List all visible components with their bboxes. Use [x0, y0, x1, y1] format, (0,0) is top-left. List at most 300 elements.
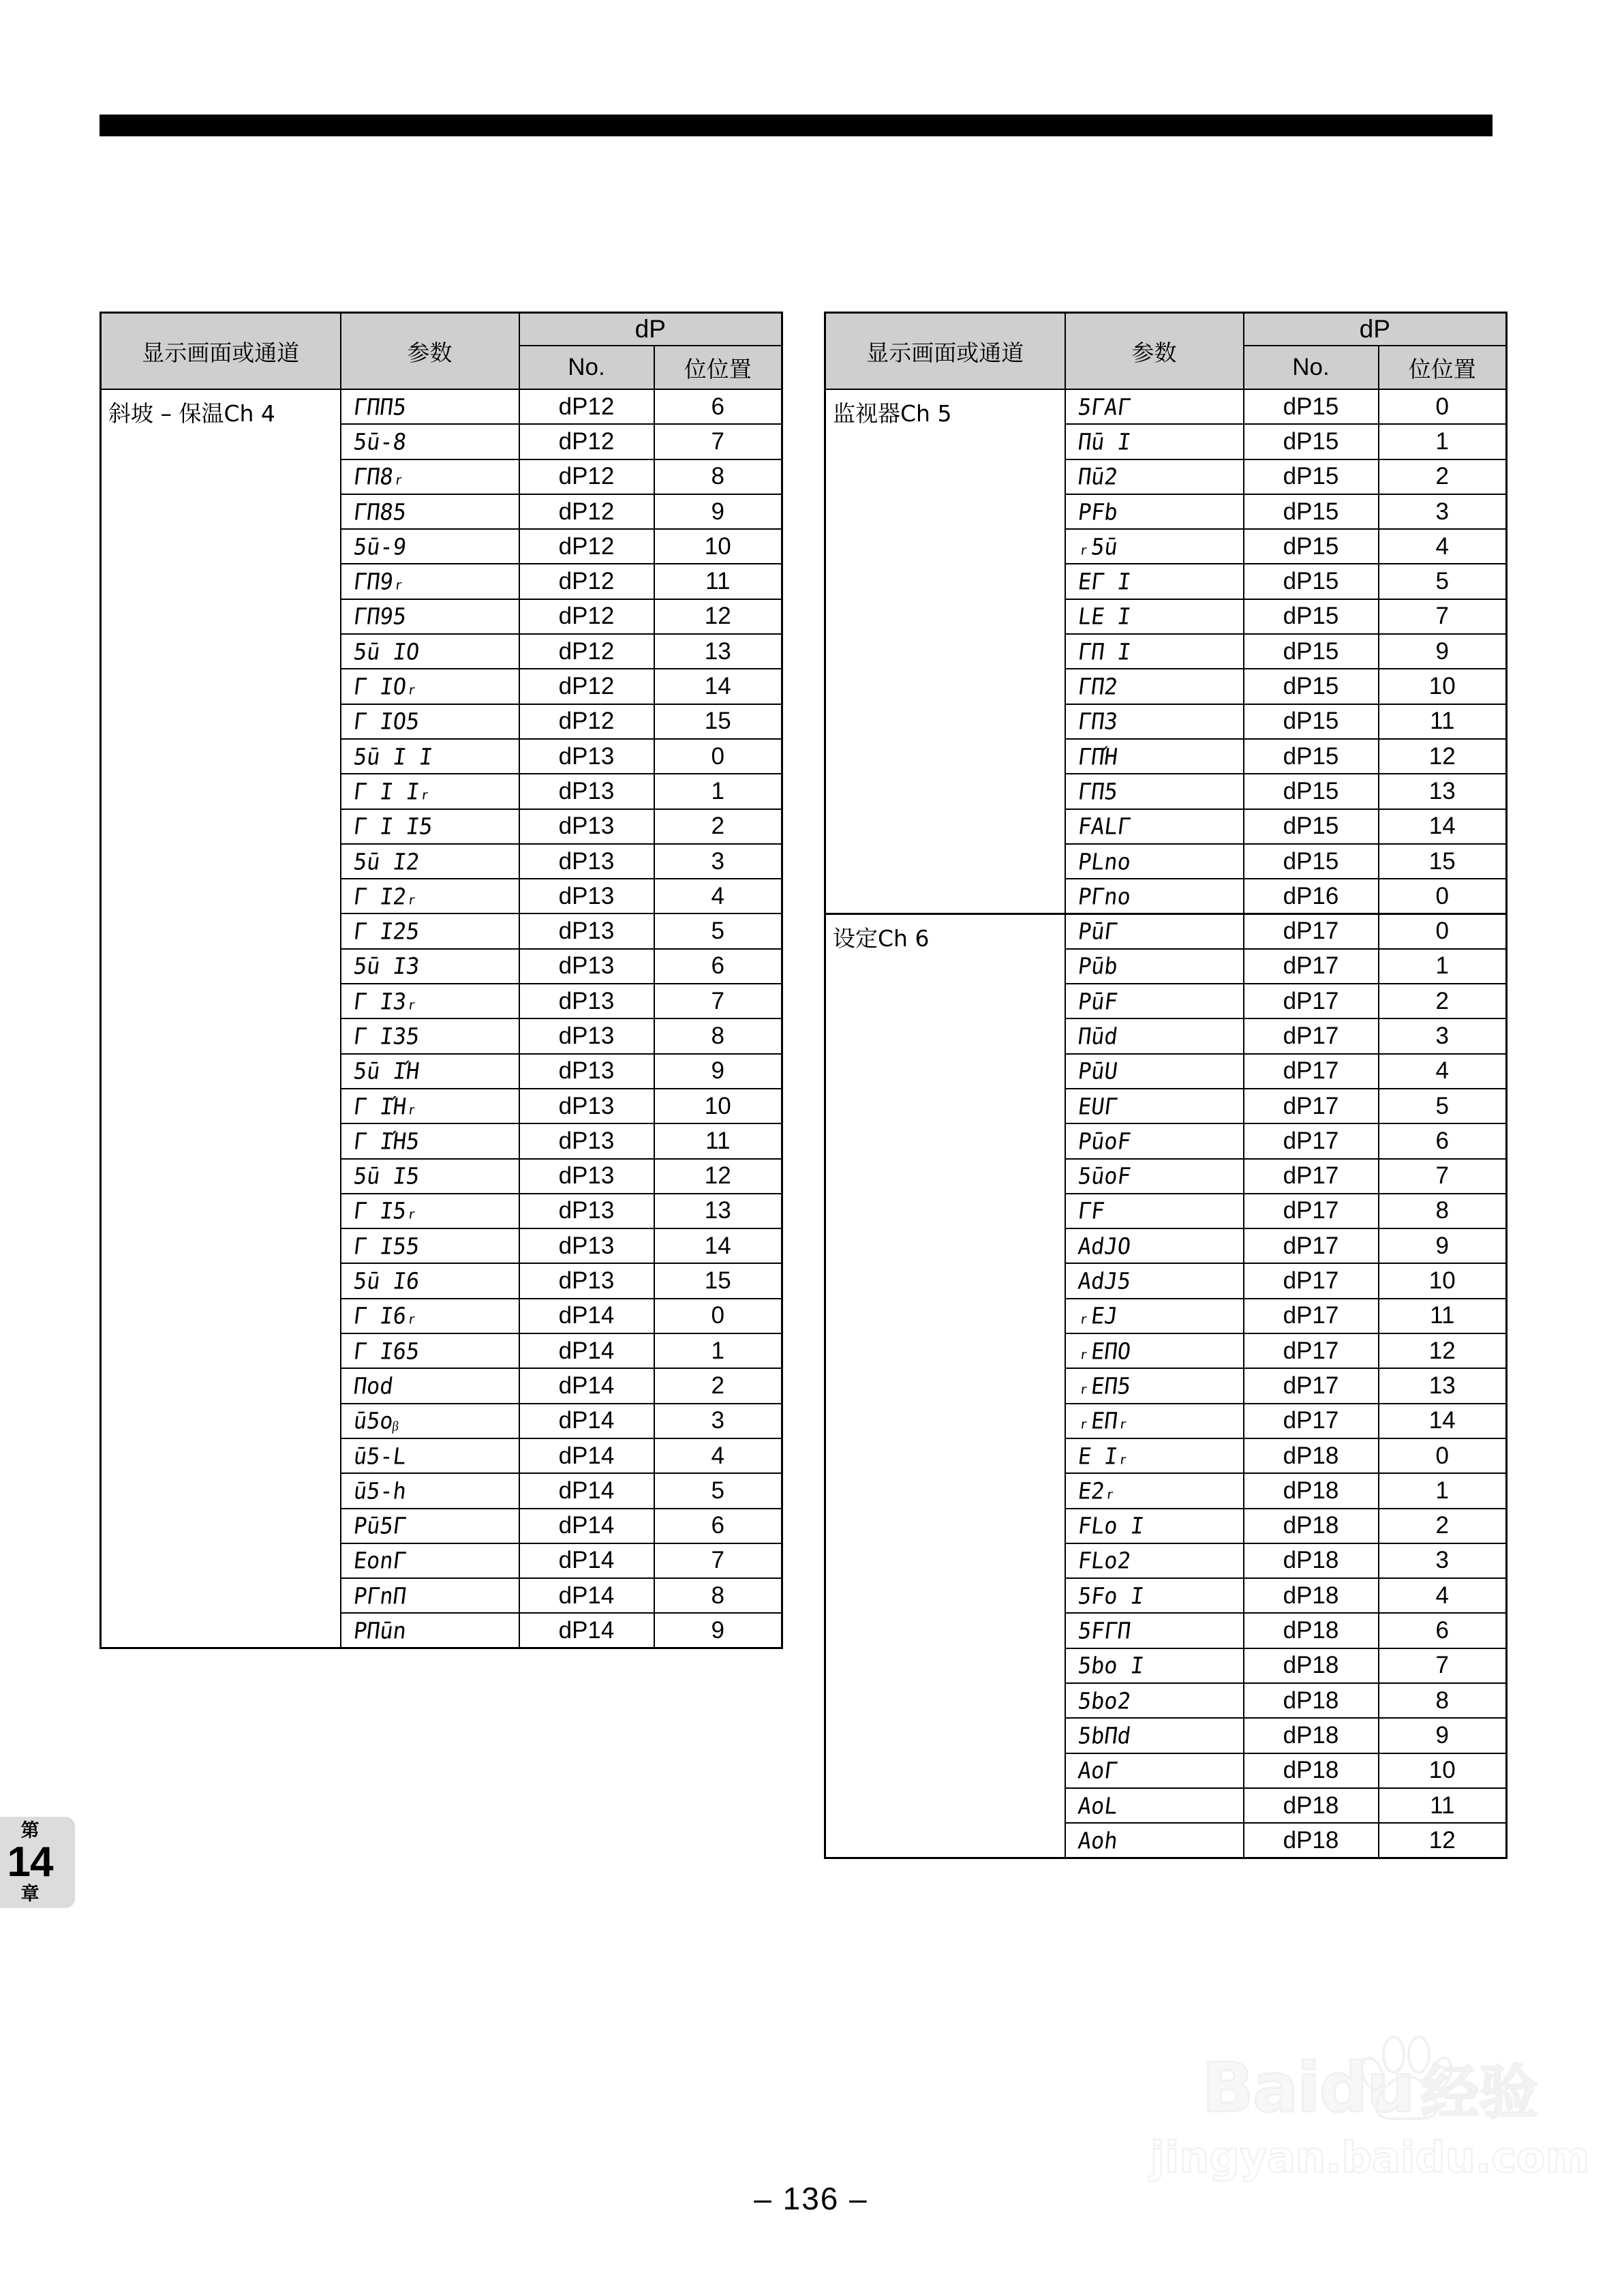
cell-parameter — [341, 1123, 519, 1158]
lcd-parameter-text: 5ū-8 — [352, 428, 408, 455]
cell-parameter — [1065, 1543, 1244, 1578]
cell-bit-position: 15 — [1379, 844, 1507, 879]
lcd-parameter-text: Πod — [352, 1372, 395, 1400]
cell-bit-position: 15 — [654, 1263, 782, 1298]
lcd-parameter-text: PΓno — [1076, 882, 1132, 910]
cell-bit-position: 5 — [654, 913, 782, 948]
cell-bit-position: 6 — [1379, 1123, 1507, 1158]
lcd-parameter-text: Pūb — [1076, 952, 1119, 980]
cell-bit-position: 14 — [1379, 1404, 1507, 1438]
lcd-parameter-text: ΕonΓ — [352, 1547, 408, 1575]
lcd-parameter-text: 5bo Ι — [1076, 1652, 1146, 1680]
cell-bit-position: 3 — [1379, 1543, 1507, 1578]
cell-dp-no: dP17 — [1244, 1228, 1379, 1263]
cell-dp-no: dP14 — [519, 1509, 654, 1543]
lcd-parameter-text: ΕUΓ — [1076, 1092, 1119, 1120]
lcd-parameter-text: ΓΠ5 — [1076, 778, 1119, 805]
cell-parameter — [1065, 1263, 1244, 1298]
cell-parameter — [341, 1054, 519, 1089]
cell-parameter — [341, 1194, 519, 1228]
cell-bit-position: 13 — [1379, 774, 1507, 809]
cell-dp-no: dP18 — [1244, 1438, 1379, 1473]
lcd-parameter-text: ΓF — [1076, 1197, 1106, 1225]
cell-bit-position: 1 — [654, 774, 782, 809]
cell-dp-no: dP15 — [1244, 389, 1379, 424]
header-parameter: 参数 — [341, 313, 519, 390]
cell-bit-position: 7 — [1379, 1159, 1507, 1194]
table-header-left — [101, 313, 782, 390]
lcd-parameter-text: 5ū-9 — [352, 533, 408, 560]
cell-parameter — [341, 459, 519, 494]
cell-bit-position: 9 — [654, 494, 782, 529]
cell-dp-no: dP14 — [519, 1578, 654, 1613]
cell-parameter — [341, 1613, 519, 1648]
header-screen-channel: 显示画面或通道 — [825, 313, 1065, 390]
chapter-tab — [0, 1817, 75, 1908]
lcd-parameter-text: ū5-L — [352, 1442, 408, 1470]
cell-dp-no: dP14 — [519, 1543, 654, 1578]
cell-dp-no: dP18 — [1244, 1823, 1379, 1858]
cell-dp-no: dP18 — [1244, 1753, 1379, 1788]
lcd-parameter-text: ΑoΓ — [1076, 1757, 1119, 1784]
cell-parameter — [1065, 1473, 1244, 1508]
cell-bit-position: 7 — [1379, 599, 1507, 634]
cell-parameter — [341, 984, 519, 1018]
cell-parameter — [1065, 1648, 1244, 1683]
cell-parameter — [1065, 459, 1244, 494]
cell-dp-no: dP17 — [1244, 1333, 1379, 1368]
lcd-parameter-text: 5bΠd — [1076, 1722, 1132, 1749]
cell-dp-no: dP13 — [519, 949, 654, 984]
lcd-parameter-text: 5ū Ι Ι — [352, 742, 434, 770]
cell-dp-no: dP17 — [1244, 984, 1379, 1018]
cell-bit-position: 7 — [654, 984, 782, 1018]
cell-parameter — [1065, 634, 1244, 669]
cell-dp-no: dP17 — [1244, 1404, 1379, 1438]
cell-dp-no: dP12 — [519, 494, 654, 529]
cell-parameter — [341, 634, 519, 669]
lcd-parameter-text: Γ Ι65 — [352, 1337, 421, 1365]
cell-bit-position: 9 — [1379, 634, 1507, 669]
cell-bit-position: 0 — [1379, 879, 1507, 913]
cell-parameter — [341, 1228, 519, 1263]
lcd-parameter-text: Pū5Γ — [352, 1512, 408, 1539]
lcd-parameter-text: FLo Ι — [1076, 1512, 1146, 1539]
cell-parameter — [1065, 424, 1244, 459]
cell-bit-position: 4 — [1379, 1054, 1507, 1089]
table-row — [101, 389, 782, 424]
cell-bit-position: 11 — [654, 1123, 782, 1158]
cell-parameter — [1065, 1509, 1244, 1543]
cell-dp-no: dP12 — [519, 529, 654, 564]
cell-bit-position: 7 — [654, 1543, 782, 1578]
cell-parameter — [1065, 1718, 1244, 1753]
watermark-brand-cn: 经验 — [1420, 2059, 1538, 2127]
cell-dp-no: dP18 — [1244, 1543, 1379, 1578]
cell-dp-no: dP17 — [1244, 1263, 1379, 1298]
cell-bit-position: 3 — [1379, 494, 1507, 529]
cell-dp-no: dP18 — [1244, 1648, 1379, 1683]
cell-bit-position: 8 — [1379, 1194, 1507, 1228]
lcd-parameter-text: ΓΠΉ — [1076, 742, 1119, 770]
cell-parameter — [1065, 844, 1244, 879]
cell-bit-position: 5 — [1379, 564, 1507, 599]
cell-screen-channel: 监视器Ch 5 — [825, 389, 1065, 913]
lcd-parameter-text: 5ū Ι3 — [352, 952, 421, 980]
lcd-parameter-text: Γ Ι5ᵣ — [352, 1197, 421, 1225]
cell-parameter — [341, 389, 519, 424]
parameter-table-left — [100, 312, 783, 1649]
cell-parameter — [341, 669, 519, 704]
cell-bit-position: 2 — [1379, 459, 1507, 494]
cell-parameter — [341, 1578, 519, 1613]
cell-parameter — [341, 1509, 519, 1543]
cell-bit-position: 1 — [654, 1333, 782, 1368]
cell-dp-no: dP12 — [519, 634, 654, 669]
lcd-parameter-text: Πū Ι — [1076, 428, 1132, 455]
cell-bit-position: 3 — [654, 844, 782, 879]
lcd-parameter-text: Γ Ι35 — [352, 1023, 421, 1050]
cell-parameter — [341, 949, 519, 984]
cell-bit-position: 13 — [654, 634, 782, 669]
cell-dp-no: dP12 — [519, 424, 654, 459]
cell-dp-no: dP12 — [519, 669, 654, 704]
header-screen-channel: 显示画面或通道 — [101, 313, 341, 390]
lcd-parameter-text: Γ ΙΉ5 — [352, 1128, 421, 1155]
cell-parameter — [341, 704, 519, 739]
cell-parameter — [1065, 1159, 1244, 1194]
cell-bit-position: 9 — [1379, 1228, 1507, 1263]
cell-parameter — [341, 599, 519, 634]
lcd-parameter-text: 5ū Ι2 — [352, 847, 421, 875]
cell-parameter — [341, 879, 519, 913]
cell-bit-position: 10 — [1379, 669, 1507, 704]
lcd-parameter-text: FLo2 — [1076, 1547, 1132, 1575]
cell-dp-no: dP14 — [519, 1404, 654, 1438]
cell-bit-position: 7 — [1379, 1648, 1507, 1683]
cell-parameter — [1065, 879, 1244, 913]
cell-parameter — [1065, 984, 1244, 1018]
cell-parameter — [1065, 389, 1244, 424]
cell-parameter — [1065, 1228, 1244, 1263]
cell-dp-no: dP17 — [1244, 1159, 1379, 1194]
watermark-url: jingyan.baidu.com — [1150, 2132, 1590, 2182]
cell-parameter — [341, 1018, 519, 1053]
cell-bit-position: 15 — [654, 704, 782, 739]
cell-parameter — [341, 1368, 519, 1403]
lcd-parameter-text: PūU — [1076, 1057, 1119, 1085]
cell-bit-position: 6 — [654, 389, 782, 424]
cell-dp-no: dP15 — [1244, 739, 1379, 774]
lcd-parameter-text: Ε Ιᵣ — [1076, 1442, 1132, 1470]
cell-dp-no: dP18 — [1244, 1788, 1379, 1823]
cell-bit-position: 3 — [1379, 1018, 1507, 1053]
lcd-parameter-text: 5Fo Ι — [1076, 1582, 1146, 1610]
cell-bit-position: 8 — [654, 459, 782, 494]
cell-dp-no: dP13 — [519, 1194, 654, 1228]
cell-bit-position: 13 — [654, 1194, 782, 1228]
cell-dp-no: dP12 — [519, 564, 654, 599]
cell-dp-no: dP13 — [519, 809, 654, 844]
header-dp-no: No. — [519, 346, 654, 389]
cell-parameter — [341, 1333, 519, 1368]
cell-dp-no: dP17 — [1244, 1368, 1379, 1403]
cell-dp-no: dP14 — [519, 1299, 654, 1333]
cell-dp-no: dP17 — [1244, 1123, 1379, 1158]
cell-dp-no: dP18 — [1244, 1578, 1379, 1613]
cell-parameter — [341, 844, 519, 879]
cell-dp-no: dP15 — [1244, 809, 1379, 844]
lcd-parameter-text: PLno — [1076, 847, 1132, 875]
table-row — [825, 913, 1507, 948]
lcd-parameter-text: Γ ΙΟᵣ — [352, 673, 421, 700]
cell-parameter — [1065, 1089, 1244, 1123]
cell-screen-channel: 斜坡 – 保温Ch 4 — [101, 389, 341, 1648]
cell-bit-position: 10 — [1379, 1753, 1507, 1788]
cell-dp-no: dP18 — [1244, 1509, 1379, 1543]
watermark-brand-row — [1131, 2045, 1608, 2130]
cell-dp-no: dP17 — [1244, 913, 1379, 948]
cell-parameter — [341, 1089, 519, 1123]
cell-parameter — [1065, 1683, 1244, 1718]
cell-dp-no: dP13 — [519, 1263, 654, 1298]
cell-dp-no: dP18 — [1244, 1473, 1379, 1508]
lcd-parameter-text: ū5-h — [352, 1477, 408, 1505]
cell-dp-no: dP15 — [1244, 704, 1379, 739]
cell-bit-position: 1 — [1379, 424, 1507, 459]
cell-bit-position: 12 — [1379, 739, 1507, 774]
lcd-parameter-text: ΓΠ Ι — [1076, 637, 1132, 665]
cell-dp-no: dP15 — [1244, 529, 1379, 564]
cell-parameter — [1065, 529, 1244, 564]
lcd-parameter-text: 5ū ΙΟ — [352, 637, 421, 665]
cell-dp-no: dP17 — [1244, 949, 1379, 984]
cell-bit-position: 4 — [1379, 1578, 1507, 1613]
table-row — [825, 389, 1507, 424]
cell-parameter — [1065, 1753, 1244, 1788]
header-dp-no: No. — [1244, 346, 1379, 389]
cell-bit-position: 4 — [654, 879, 782, 913]
cell-dp-no: dP15 — [1244, 494, 1379, 529]
cell-dp-no: dP15 — [1244, 564, 1379, 599]
lcd-parameter-text: PūoF — [1076, 1128, 1132, 1155]
lcd-parameter-text: FΑLΓ — [1076, 813, 1132, 840]
lcd-parameter-text: ᵣ5ū — [1076, 533, 1119, 560]
lcd-parameter-text: Γ ΙΟ5 — [352, 708, 421, 736]
cell-bit-position: 8 — [654, 1018, 782, 1053]
cell-parameter — [341, 1404, 519, 1438]
cell-dp-no: dP18 — [1244, 1718, 1379, 1753]
cell-parameter — [1065, 1054, 1244, 1089]
cell-dp-no: dP14 — [519, 1368, 654, 1403]
cell-bit-position: 2 — [1379, 984, 1507, 1018]
chapter-suffix-label: 章 — [20, 1884, 40, 1905]
lcd-parameter-text: Γ Ι6ᵣ — [352, 1302, 421, 1330]
cell-bit-position: 0 — [654, 1299, 782, 1333]
cell-dp-no: dP14 — [519, 1333, 654, 1368]
lcd-parameter-text: ΓΠ9ᵣ — [352, 568, 408, 595]
cell-screen-channel: 设定Ch 6 — [825, 913, 1065, 1858]
cell-bit-position: 4 — [654, 1438, 782, 1473]
cell-parameter — [1065, 1368, 1244, 1403]
cell-dp-no: dP13 — [519, 1018, 654, 1053]
cell-bit-position: 0 — [654, 739, 782, 774]
cell-bit-position: 9 — [654, 1613, 782, 1648]
lcd-parameter-text: ᵣΕΠΟ — [1076, 1337, 1132, 1365]
cell-bit-position: 11 — [1379, 704, 1507, 739]
cell-parameter — [1065, 599, 1244, 634]
cell-parameter — [1065, 1613, 1244, 1648]
cell-dp-no: dP14 — [519, 1473, 654, 1508]
lcd-parameter-text: Πū2 — [1076, 463, 1119, 490]
lcd-parameter-text: Γ Ι Ιᵣ — [352, 778, 434, 805]
cell-dp-no: dP12 — [519, 459, 654, 494]
header-dp: dP — [519, 313, 782, 346]
header-bit-position: 位位置 — [1379, 346, 1507, 389]
cell-bit-position: 0 — [1379, 913, 1507, 948]
cell-dp-no: dP16 — [1244, 879, 1379, 913]
cell-dp-no: dP13 — [519, 1089, 654, 1123]
cell-dp-no: dP12 — [519, 704, 654, 739]
lcd-parameter-text: 5ū Ι6 — [352, 1267, 421, 1295]
cell-bit-position: 11 — [654, 564, 782, 599]
cell-bit-position: 12 — [1379, 1823, 1507, 1858]
cell-dp-no: dP15 — [1244, 669, 1379, 704]
table-body-right — [825, 389, 1507, 1858]
lcd-parameter-text: ΓΠ8ᵣ — [352, 463, 408, 490]
cell-parameter — [341, 739, 519, 774]
lcd-parameter-text: 5ΓΑΓ — [1076, 393, 1132, 421]
cell-dp-no: dP13 — [519, 739, 654, 774]
lcd-parameter-text: Γ ΙΉᵣ — [352, 1092, 421, 1120]
cell-bit-position: 1 — [1379, 1473, 1507, 1508]
lcd-parameter-text: PFb — [1076, 498, 1119, 526]
parameter-table-right — [824, 312, 1508, 1859]
cell-parameter — [1065, 1578, 1244, 1613]
cell-bit-position: 9 — [1379, 1718, 1507, 1753]
header-parameter: 参数 — [1065, 313, 1244, 390]
lcd-parameter-text: LΕ Ι — [1076, 603, 1132, 631]
cell-dp-no: dP13 — [519, 1123, 654, 1158]
cell-parameter — [1065, 913, 1244, 948]
lcd-parameter-text: Ε2ᵣ — [1076, 1477, 1119, 1505]
cell-parameter — [1065, 1194, 1244, 1228]
cell-dp-no: dP15 — [1244, 424, 1379, 459]
cell-bit-position: 14 — [654, 669, 782, 704]
cell-bit-position: 11 — [1379, 1299, 1507, 1333]
cell-parameter — [341, 913, 519, 948]
watermark-brand: Baidu — [1202, 2047, 1414, 2128]
cell-dp-no: dP13 — [519, 913, 654, 948]
cell-bit-position: 6 — [654, 1509, 782, 1543]
cell-parameter — [1065, 809, 1244, 844]
cell-bit-position: 10 — [1379, 1263, 1507, 1298]
cell-bit-position: 6 — [654, 949, 782, 984]
cell-bit-position: 3 — [654, 1404, 782, 1438]
cell-parameter — [341, 424, 519, 459]
cell-parameter — [1065, 739, 1244, 774]
lcd-parameter-text: 5ū ΙΉ — [352, 1057, 421, 1085]
cell-dp-no: dP15 — [1244, 634, 1379, 669]
cell-dp-no: dP13 — [519, 1228, 654, 1263]
cell-dp-no: dP17 — [1244, 1299, 1379, 1333]
paw-print-icon — [1356, 2034, 1458, 2123]
cell-dp-no: dP13 — [519, 984, 654, 1018]
lcd-parameter-text: Γ Ι2ᵣ — [352, 883, 421, 910]
lcd-parameter-text: Γ Ι25 — [352, 918, 421, 945]
lcd-parameter-text: 5ūoF — [1076, 1162, 1132, 1190]
cell-parameter — [341, 774, 519, 809]
cell-parameter — [1065, 1823, 1244, 1858]
cell-parameter — [341, 1543, 519, 1578]
cell-parameter — [1065, 1018, 1244, 1053]
cell-bit-position: 9 — [654, 1054, 782, 1089]
cell-dp-no: dP12 — [519, 389, 654, 424]
cell-dp-no: dP14 — [519, 1613, 654, 1648]
lcd-parameter-text: ΑoL — [1076, 1792, 1119, 1819]
lcd-parameter-text: ᵣΕJ — [1076, 1302, 1119, 1330]
cell-parameter — [1065, 669, 1244, 704]
lcd-parameter-text: Γ Ι55 — [352, 1233, 421, 1260]
cell-dp-no: dP13 — [519, 879, 654, 913]
chapter-prefix-label: 第 — [20, 1820, 40, 1841]
cell-dp-no: dP13 — [519, 1159, 654, 1194]
cell-bit-position: 7 — [654, 424, 782, 459]
cell-parameter — [341, 1159, 519, 1194]
cell-bit-position: 0 — [1379, 1438, 1507, 1473]
cell-parameter — [1065, 1299, 1244, 1333]
cell-bit-position: 14 — [654, 1228, 782, 1263]
cell-bit-position: 10 — [654, 1089, 782, 1123]
cell-dp-no: dP13 — [519, 774, 654, 809]
cell-dp-no: dP15 — [1244, 599, 1379, 634]
table-header-right — [825, 313, 1507, 390]
lcd-parameter-text: 5FΓΠ — [1076, 1617, 1132, 1644]
table-body-left — [101, 389, 782, 1648]
watermark-url-row — [1131, 2130, 1608, 2182]
lcd-parameter-text: ΑdJ5 — [1076, 1267, 1132, 1295]
header-dp: dP — [1244, 313, 1507, 346]
cell-parameter — [341, 529, 519, 564]
lcd-parameter-text: PΓnΠ — [352, 1582, 408, 1610]
cell-parameter — [341, 1438, 519, 1473]
cell-bit-position: 13 — [1379, 1368, 1507, 1403]
lcd-parameter-text: PūΓ — [1076, 918, 1119, 946]
cell-parameter — [341, 1299, 519, 1333]
header-bit-position: 位位置 — [654, 346, 782, 389]
cell-dp-no: dP17 — [1244, 1018, 1379, 1053]
cell-bit-position: 0 — [1379, 389, 1507, 424]
cell-parameter — [341, 809, 519, 844]
lcd-parameter-text: PūF — [1076, 987, 1119, 1015]
cell-parameter — [341, 1263, 519, 1298]
cell-dp-no: dP15 — [1244, 844, 1379, 879]
lcd-parameter-text: 5bo2 — [1076, 1687, 1132, 1715]
lcd-parameter-text: ΓΠ2 — [1076, 673, 1119, 700]
cell-dp-no: dP17 — [1244, 1089, 1379, 1123]
cell-parameter — [341, 494, 519, 529]
lcd-parameter-text: ᵣΕΠ5 — [1076, 1372, 1132, 1400]
lcd-parameter-text: ΑdJΟ — [1076, 1233, 1132, 1260]
cell-parameter — [1065, 564, 1244, 599]
lcd-parameter-text: Γ Ι3ᵣ — [352, 987, 421, 1015]
cell-bit-position: 6 — [1379, 1613, 1507, 1648]
cell-bit-position: 12 — [1379, 1333, 1507, 1368]
header-rule — [100, 115, 1493, 136]
cell-bit-position: 2 — [654, 809, 782, 844]
lcd-parameter-text: ᵣΕΠᵣ — [1076, 1407, 1132, 1435]
lcd-parameter-text: ΕΓ Ι — [1076, 568, 1132, 595]
